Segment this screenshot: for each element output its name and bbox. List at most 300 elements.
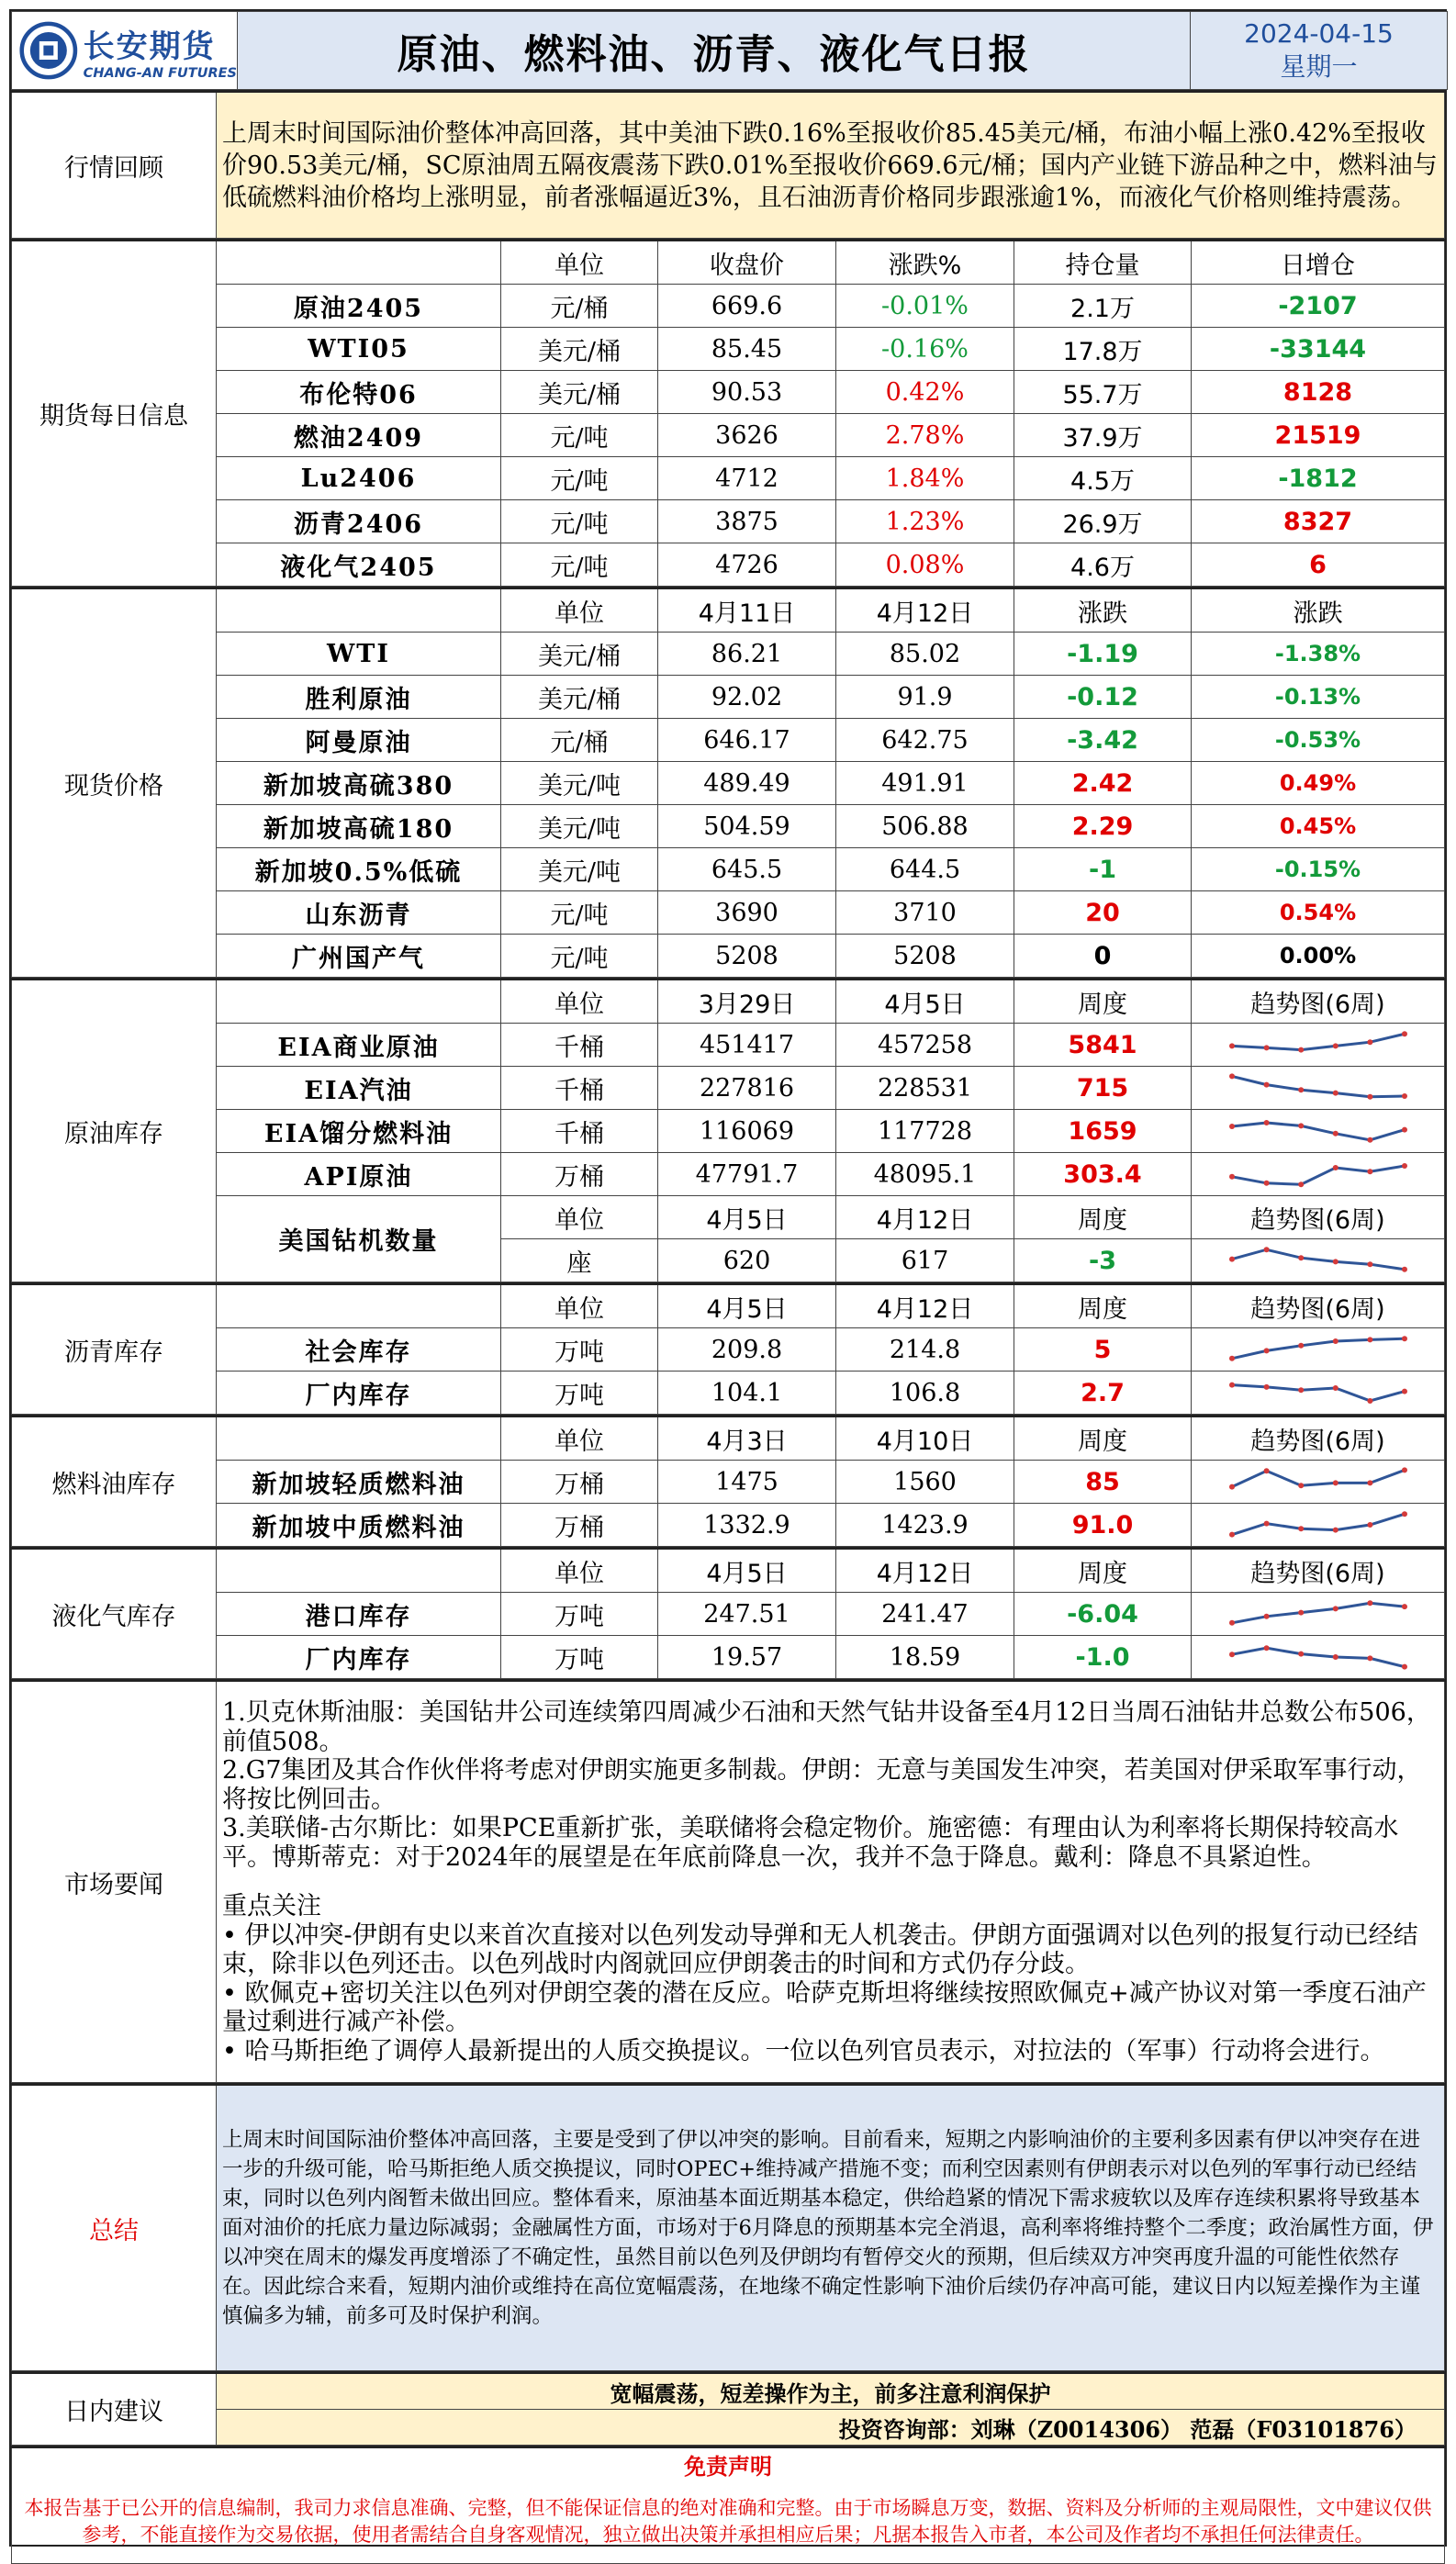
column-header: 4月3日 bbox=[658, 1416, 836, 1461]
unit-cell: 万吨 bbox=[501, 1328, 658, 1372]
change-cell: -1 bbox=[1014, 848, 1192, 891]
sparkline-point bbox=[1263, 1181, 1269, 1186]
column-header: 日增仓 bbox=[1192, 241, 1445, 285]
sparkline-point bbox=[1402, 1467, 1407, 1472]
advice-label: 日内建议 bbox=[12, 2373, 217, 2446]
inventory-row bbox=[12, 1328, 1445, 1372]
inventory-name: API原油 bbox=[217, 1153, 501, 1196]
column-header: 4月5日 bbox=[658, 1284, 836, 1328]
sparkline-line bbox=[1232, 1123, 1405, 1140]
section-label: 燃料油库存 bbox=[12, 1416, 217, 1547]
column-header: 周度 bbox=[1014, 980, 1192, 1024]
sparkline-point bbox=[1367, 1655, 1372, 1661]
news-section bbox=[11, 1679, 1445, 2083]
sparkline-point bbox=[1263, 1120, 1269, 1125]
report-date: 2024-04-15 bbox=[1244, 18, 1394, 49]
weekly-change-cell: 5 bbox=[1014, 1328, 1192, 1372]
sparkline-point bbox=[1229, 1174, 1235, 1180]
unit-cell: 万吨 bbox=[501, 1593, 658, 1636]
product-name: 阿曼原油 bbox=[217, 719, 501, 762]
sparkline-line bbox=[1232, 1514, 1405, 1534]
sparkline-point bbox=[1229, 1073, 1235, 1079]
summary-section bbox=[11, 2083, 1445, 2371]
unit-cell: 元/吨 bbox=[501, 414, 658, 457]
sparkline-point bbox=[1332, 1043, 1338, 1048]
unit-cell: 元/吨 bbox=[501, 891, 658, 935]
lpg-inventory-table bbox=[11, 1547, 1445, 1679]
sparkline-point bbox=[1332, 1131, 1338, 1136]
inventory-header-row bbox=[12, 1416, 1445, 1461]
column-header: 单位 bbox=[501, 241, 658, 285]
open-interest-cell: 17.8万 bbox=[1014, 328, 1192, 371]
sparkline-point bbox=[1229, 1257, 1235, 1262]
sparkline-point bbox=[1298, 1123, 1304, 1128]
column-header: 4月12日 bbox=[836, 1549, 1014, 1593]
column-header: 涨跌% bbox=[836, 241, 1014, 285]
futures-row bbox=[12, 500, 1445, 543]
sparkline-point bbox=[1402, 1511, 1407, 1517]
weekly-change-cell: -6.04 bbox=[1014, 1593, 1192, 1636]
sparkline-point bbox=[1229, 1532, 1235, 1538]
column-header: 趋势图(6周) bbox=[1192, 1284, 1445, 1328]
news-label: 市场要闻 bbox=[12, 1681, 217, 2083]
value-cell: 18.59 bbox=[836, 1636, 1014, 1679]
unit-cell: 美元/吨 bbox=[501, 805, 658, 848]
weekly-change-cell: 1659 bbox=[1014, 1110, 1192, 1153]
value-cell: 620 bbox=[658, 1239, 836, 1282]
price-cell: 91.9 bbox=[836, 676, 1014, 719]
product-name: 胜利原油 bbox=[217, 676, 501, 719]
column-header: 3月29日 bbox=[658, 980, 836, 1024]
weekly-change-cell: 85 bbox=[1014, 1461, 1192, 1504]
close-cell: 669.6 bbox=[658, 285, 836, 328]
value-cell: 451417 bbox=[658, 1024, 836, 1067]
spot-row bbox=[12, 676, 1445, 719]
value-cell: 104.1 bbox=[658, 1372, 836, 1415]
trend-cell bbox=[1192, 1239, 1445, 1282]
spot-row bbox=[12, 805, 1445, 848]
instrument-name: WTI05 bbox=[217, 328, 501, 371]
change-pct-cell: -0.13% bbox=[1192, 676, 1445, 719]
value-cell: 106.8 bbox=[836, 1372, 1014, 1415]
change-pct-cell: -1.38% bbox=[1192, 633, 1445, 676]
change-pct-cell: 2.78% bbox=[836, 414, 1014, 457]
open-interest-cell: 2.1万 bbox=[1014, 285, 1192, 328]
column-header: 4月5日 bbox=[836, 980, 1014, 1024]
value-cell: 19.57 bbox=[658, 1636, 836, 1679]
open-interest-cell: 55.7万 bbox=[1014, 371, 1192, 414]
sparkline-point bbox=[1298, 1387, 1304, 1393]
price-cell: 3710 bbox=[836, 891, 1014, 935]
inventory-row bbox=[12, 1504, 1445, 1547]
trend-sparkline bbox=[1226, 1374, 1410, 1411]
advice-section bbox=[11, 2371, 1445, 2446]
sparkline-point bbox=[1263, 1521, 1269, 1527]
logo-cn: 长安期货 bbox=[83, 28, 216, 65]
report-page bbox=[9, 9, 1447, 2547]
section-label: 原油库存 bbox=[12, 980, 217, 1282]
product-name: 新加坡0.5%低硫 bbox=[217, 848, 501, 891]
inventory-row bbox=[12, 1024, 1445, 1067]
futures-header-row bbox=[12, 241, 1445, 285]
column-header: 4月10日 bbox=[836, 1416, 1014, 1461]
sparkline-line bbox=[1232, 1338, 1405, 1359]
trend-cell bbox=[1192, 1024, 1445, 1067]
sparkline-point bbox=[1298, 1181, 1304, 1187]
close-cell: 4726 bbox=[658, 543, 836, 587]
inventory-name: EIA汽油 bbox=[217, 1067, 501, 1110]
trend-sparkline bbox=[1226, 1596, 1410, 1632]
inventory-row bbox=[12, 1636, 1445, 1679]
oi-change-cell: -1812 bbox=[1192, 457, 1445, 500]
inventory-header-row bbox=[12, 980, 1445, 1024]
sparkline-point bbox=[1229, 1484, 1235, 1490]
open-interest-cell: 4.5万 bbox=[1014, 457, 1192, 500]
sparkline-point bbox=[1402, 1031, 1407, 1036]
trend-sparkline bbox=[1226, 1639, 1410, 1675]
trend-cell bbox=[1192, 1153, 1445, 1196]
sparkline-point bbox=[1229, 1620, 1235, 1626]
sparkline-point bbox=[1229, 1124, 1235, 1129]
price-cell: 645.5 bbox=[658, 848, 836, 891]
price-cell: 86.21 bbox=[658, 633, 836, 676]
summary-text: 上周末时间国际油价整体冲高回落，主要是受到了伊以冲突的影响。目前看来，短期之内影响油价的主要利多因素有伊以冲突存在进一步的升级可能，哈马斯拒绝人质交换提议，同时OPEC+维持减产措施不变；而利空因素则有伊朗表示对以色列的军事行动已经结束，同时以色列内阁暂未做出回应。整体看来，原油基本面近期基本稳定，供给趋紧的情况下需求疲软以及库存连续积累将导致基本面对油价的托底力量边际减弱；金融属性方面，市场对于6月降息的预期基本完全消退，高利率将维持整个二季度；政治属性方面，伊以冲突在周末的爆发再度增添了不确定性，虽然目前以色列及伊朗均有暂停交火的预期，但后续双方冲突再度升温的可能性依然存在。因此综合来看，短期内油价或维持在高位宽幅震荡，在地缘不确定性影响下油价后续仍存冲高可能，建议日内以短差操作为主谨慎偏多为辅，前多可及时保护利润。 bbox=[217, 2085, 1445, 2371]
price-cell: 642.75 bbox=[836, 719, 1014, 762]
sparkline-point bbox=[1229, 1651, 1235, 1657]
sparkline-point bbox=[1402, 1336, 1407, 1341]
futures-row bbox=[12, 457, 1445, 500]
trend-sparkline bbox=[1226, 1069, 1410, 1106]
section-label: 期货每日信息 bbox=[12, 241, 217, 587]
unit-cell: 美元/桶 bbox=[501, 633, 658, 676]
sparkline-line bbox=[1232, 1603, 1405, 1623]
column-header: 持仓量 bbox=[1014, 241, 1192, 285]
sparkline-point bbox=[1367, 1600, 1372, 1606]
unit-cell: 元/桶 bbox=[501, 285, 658, 328]
change-cell: 20 bbox=[1014, 891, 1192, 935]
column-header: 趋势图(6周) bbox=[1192, 980, 1445, 1024]
review-text: 上周末时间国际油价整体冲高回落，其中美油下跌0.16%至报收价85.45美元/桶，布油小幅上涨0.42%至报收价90.53美元/桶，SC原油周五隔夜震荡下跌0.01%至报收价669.6元/桶；国内产业链下游品种之中，燃料油与低硫燃料油价格均上涨明显，前者涨幅逼近3%，且石油沥青价格同步跟涨逾1%，而液化气价格则维持震荡。 bbox=[217, 92, 1445, 239]
sparkline-point bbox=[1402, 1389, 1407, 1394]
price-cell: 85.02 bbox=[836, 633, 1014, 676]
inventory-row bbox=[12, 1067, 1445, 1110]
sparkline-line bbox=[1232, 1076, 1405, 1096]
oi-change-cell: 8128 bbox=[1192, 371, 1445, 414]
product-name: WTI bbox=[217, 633, 501, 676]
sparkline-point bbox=[1263, 1645, 1269, 1651]
sparkline-point bbox=[1332, 1385, 1338, 1391]
futures-row bbox=[12, 371, 1445, 414]
unit-cell: 元/吨 bbox=[501, 500, 658, 543]
logo-en: CHANG-AN FUTURES bbox=[83, 65, 237, 81]
unit-cell: 千桶 bbox=[501, 1067, 658, 1110]
focus-item: • 欧佩克+密切关注以色列对伊朗空袭的潜在反应。哈萨克斯坦将继续按照欧佩克+减产协议对第一季度石油产量过剩进行减产补偿。 bbox=[222, 1978, 1427, 2036]
changan-logo-icon bbox=[19, 18, 78, 83]
unit-cell: 千桶 bbox=[501, 1024, 658, 1067]
sparkline-point bbox=[1402, 1127, 1407, 1133]
sparkline-point bbox=[1229, 1356, 1235, 1361]
column-header: 涨跌 bbox=[1014, 588, 1192, 633]
value-cell: 1475 bbox=[658, 1461, 836, 1504]
column-header: 单位 bbox=[501, 588, 658, 633]
change-cell: -0.12 bbox=[1014, 676, 1192, 719]
inventory-row bbox=[12, 1153, 1445, 1196]
unit-cell: 元/吨 bbox=[501, 457, 658, 500]
unit-cell: 万吨 bbox=[501, 1636, 658, 1679]
trend-cell bbox=[1192, 1504, 1445, 1547]
change-cell: -3.42 bbox=[1014, 719, 1192, 762]
spot-row bbox=[12, 848, 1445, 891]
summary-label: 总结 bbox=[12, 2085, 217, 2371]
column-header: 4月12日 bbox=[836, 1284, 1014, 1328]
weekly-change-cell: 2.7 bbox=[1014, 1372, 1192, 1415]
trend-sparkline bbox=[1226, 1113, 1410, 1149]
spot-row bbox=[12, 891, 1445, 935]
open-interest-cell: 4.6万 bbox=[1014, 543, 1192, 587]
column-header: 单位 bbox=[501, 1416, 658, 1461]
change-pct-cell: -0.53% bbox=[1192, 719, 1445, 762]
column-header: 单位 bbox=[501, 980, 658, 1024]
change-cell: 2.42 bbox=[1014, 762, 1192, 805]
change-pct-cell: -0.01% bbox=[836, 285, 1014, 328]
column-header: 单位 bbox=[501, 1196, 658, 1239]
sparkline-point bbox=[1402, 1093, 1407, 1099]
value-cell: 1560 bbox=[836, 1461, 1014, 1504]
value-cell: 241.47 bbox=[836, 1593, 1014, 1636]
change-pct-cell: 0.08% bbox=[836, 543, 1014, 587]
change-pct-cell: -0.16% bbox=[836, 328, 1014, 371]
trend-cell bbox=[1192, 1593, 1445, 1636]
inventory-name: 港口库存 bbox=[217, 1593, 501, 1636]
trend-sparkline bbox=[1226, 1506, 1410, 1543]
value-cell: 117728 bbox=[836, 1110, 1014, 1153]
column-header: 单位 bbox=[501, 1549, 658, 1593]
sparkline-point bbox=[1367, 1522, 1372, 1528]
sparkline-point bbox=[1332, 1480, 1338, 1485]
column-header: 涨跌 bbox=[1192, 588, 1445, 633]
inventory-name: 社会库存 bbox=[217, 1328, 501, 1372]
spot-table bbox=[11, 587, 1445, 978]
sparkline-point bbox=[1367, 1039, 1372, 1045]
close-cell: 3626 bbox=[658, 414, 836, 457]
sparkline-point bbox=[1367, 1398, 1372, 1404]
value-cell: 247.51 bbox=[658, 1593, 836, 1636]
product-name: 新加坡高硫180 bbox=[217, 805, 501, 848]
header-cell bbox=[217, 1416, 501, 1461]
section-label: 沥青库存 bbox=[12, 1284, 217, 1415]
value-cell: 48095.1 bbox=[836, 1153, 1014, 1196]
unit-cell: 万桶 bbox=[501, 1504, 658, 1547]
sparkline-point bbox=[1332, 1528, 1338, 1533]
header-cell bbox=[217, 980, 501, 1024]
column-header: 周度 bbox=[1014, 1196, 1192, 1239]
sparkline-line bbox=[1232, 1385, 1405, 1401]
unit-cell: 美元/桶 bbox=[501, 676, 658, 719]
sparkline-point bbox=[1298, 1343, 1304, 1349]
column-header: 趋势图(6周) bbox=[1192, 1549, 1445, 1593]
futures-row bbox=[12, 285, 1445, 328]
unit-cell: 千桶 bbox=[501, 1110, 658, 1153]
header-cell bbox=[217, 241, 501, 285]
value-cell: 47791.7 bbox=[658, 1153, 836, 1196]
price-cell: 5208 bbox=[836, 935, 1014, 978]
value-cell: 214.8 bbox=[836, 1328, 1014, 1372]
column-header: 周度 bbox=[1014, 1549, 1192, 1593]
price-cell: 489.49 bbox=[658, 762, 836, 805]
rig-header-row bbox=[12, 1196, 1445, 1239]
price-cell: 644.5 bbox=[836, 848, 1014, 891]
weekly-change-cell: 303.4 bbox=[1014, 1153, 1192, 1196]
product-name: 广州国产气 bbox=[217, 935, 501, 978]
price-cell: 491.91 bbox=[836, 762, 1014, 805]
inventory-name: 新加坡轻质燃料油 bbox=[217, 1461, 501, 1504]
change-cell: 2.29 bbox=[1014, 805, 1192, 848]
change-pct-cell: 1.84% bbox=[836, 457, 1014, 500]
value-cell: 457258 bbox=[836, 1024, 1014, 1067]
trend-cell bbox=[1192, 1461, 1445, 1504]
sparkline-line bbox=[1232, 1034, 1405, 1049]
column-header: 趋势图(6周) bbox=[1192, 1196, 1445, 1239]
sparkline-point bbox=[1367, 1094, 1372, 1100]
unit-cell: 元/吨 bbox=[501, 935, 658, 978]
sparkline-point bbox=[1263, 1082, 1269, 1088]
close-cell: 90.53 bbox=[658, 371, 836, 414]
weekly-change-cell: -3 bbox=[1014, 1239, 1192, 1282]
sparkline-point bbox=[1367, 1337, 1372, 1342]
oi-change-cell: -2107 bbox=[1192, 285, 1445, 328]
product-name: 山东沥青 bbox=[217, 891, 501, 935]
change-pct-cell: 0.49% bbox=[1192, 762, 1445, 805]
spot-row bbox=[12, 762, 1445, 805]
inventory-row bbox=[12, 1110, 1445, 1153]
inventory-name: 新加坡中质燃料油 bbox=[217, 1504, 501, 1547]
sparkline-point bbox=[1298, 1047, 1304, 1053]
disclaimer-text: 本报告基于已公开的信息编制，我司力求信息准确、完整，但不能保证信息的绝对准确和完整。由于市场瞬息万变，数据、资料及分析师的主观局限性，文中建议仅供参考，不能直接作为交易依据，使用者需结合自身客观情况，独立做出决策并承担相应后果；凡据本报告入市者，本公司及作者均不承担任何法律责任。 bbox=[12, 2480, 1445, 2564]
spot-row bbox=[12, 935, 1445, 978]
change-pct-cell: 0.54% bbox=[1192, 891, 1445, 935]
spot-row bbox=[12, 719, 1445, 762]
section-label: 液化气库存 bbox=[12, 1549, 217, 1679]
product-name: 新加坡高硫380 bbox=[217, 762, 501, 805]
header-cell bbox=[217, 1549, 501, 1593]
trend-sparkline bbox=[1226, 1026, 1410, 1063]
crude-inventory-table bbox=[11, 978, 1445, 1282]
column-header: 趋势图(6周) bbox=[1192, 1416, 1445, 1461]
sparkline-point bbox=[1402, 1163, 1407, 1169]
change-pct-cell: 0.00% bbox=[1192, 935, 1445, 978]
instrument-name: 液化气2405 bbox=[217, 543, 501, 587]
trend-cell bbox=[1192, 1636, 1445, 1679]
inventory-row bbox=[12, 1372, 1445, 1415]
close-cell: 4712 bbox=[658, 457, 836, 500]
sparkline-point bbox=[1367, 1480, 1372, 1485]
sparkline-point bbox=[1263, 1045, 1269, 1050]
sparkline-point bbox=[1263, 1468, 1269, 1473]
report-title: 原油、燃料油、沥青、液化气日报 bbox=[238, 12, 1191, 90]
sparkline-point bbox=[1367, 1169, 1372, 1174]
instrument-name: 燃油2409 bbox=[217, 414, 501, 457]
instrument-name: 沥青2406 bbox=[217, 500, 501, 543]
value-cell: 116069 bbox=[658, 1110, 836, 1153]
sparkline-point bbox=[1263, 1247, 1269, 1252]
sparkline-point bbox=[1229, 1043, 1235, 1048]
news-item: 1.贝克休斯油服：美国钻井公司连续第四周减少石油和天然气钻井设备至4月12日当周石油钻井总数公布506，前值508。 bbox=[222, 1698, 1431, 1756]
sparkline-point bbox=[1332, 1165, 1338, 1170]
column-header: 4月12日 bbox=[836, 1196, 1014, 1239]
column-header: 4月5日 bbox=[658, 1196, 836, 1239]
inventory-name: 厂内库存 bbox=[217, 1372, 501, 1415]
trend-cell bbox=[1192, 1328, 1445, 1372]
trend-cell bbox=[1192, 1110, 1445, 1153]
futures-row bbox=[12, 328, 1445, 371]
change-pct-cell: 0.42% bbox=[836, 371, 1014, 414]
asphalt-inventory-table bbox=[11, 1282, 1445, 1415]
trend-cell bbox=[1192, 1067, 1445, 1110]
weekly-change-cell: 91.0 bbox=[1014, 1504, 1192, 1547]
inventory-name: EIA馏分燃料油 bbox=[217, 1110, 501, 1153]
sparkline-point bbox=[1332, 1338, 1338, 1344]
futures-table bbox=[11, 239, 1445, 587]
unit-cell: 万桶 bbox=[501, 1153, 658, 1196]
change-pct-cell: 0.45% bbox=[1192, 805, 1445, 848]
section-label: 现货价格 bbox=[12, 588, 217, 978]
price-cell: 92.02 bbox=[658, 676, 836, 719]
inventory-header-row bbox=[12, 1284, 1445, 1328]
value-cell: 617 bbox=[836, 1239, 1014, 1282]
change-cell: 0 bbox=[1014, 935, 1192, 978]
open-interest-cell: 37.9万 bbox=[1014, 414, 1192, 457]
unit-cell: 元/吨 bbox=[501, 543, 658, 587]
sparkline-line bbox=[1232, 1249, 1405, 1270]
close-cell: 85.45 bbox=[658, 328, 836, 371]
instrument-name: 原油2405 bbox=[217, 285, 501, 328]
change-pct-cell: -0.15% bbox=[1192, 848, 1445, 891]
price-cell: 646.17 bbox=[658, 719, 836, 762]
news-item: 3.美联储-古尔斯比：如果PCE重新扩张，美联储将会稳定物价。施密德：有理由认为利率将长期保持较高水平。博斯蒂克：对于2024年的展望是在年底前降息一次，我并不急于降息。戴利：降息不具紧迫性。 bbox=[222, 1814, 1399, 1872]
unit-cell: 元/桶 bbox=[501, 719, 658, 762]
sparkline-point bbox=[1263, 1614, 1269, 1619]
sparkline-point bbox=[1332, 1606, 1338, 1611]
focus-title: 重点关注 bbox=[222, 1892, 321, 1920]
disclaimer-section bbox=[11, 2446, 1445, 2564]
sparkline-point bbox=[1298, 1610, 1304, 1616]
column-header: 4月12日 bbox=[836, 588, 1014, 633]
unit-cell: 座 bbox=[501, 1239, 658, 1282]
column-header: 4月5日 bbox=[658, 1549, 836, 1593]
unit-cell: 美元/吨 bbox=[501, 848, 658, 891]
inventory-row bbox=[12, 1461, 1445, 1504]
sparkline-line bbox=[1232, 1470, 1405, 1486]
report-date-cell bbox=[1191, 12, 1448, 90]
futures-row bbox=[12, 543, 1445, 587]
sparkline-point bbox=[1263, 1384, 1269, 1390]
oi-change-cell: 21519 bbox=[1192, 414, 1445, 457]
value-cell: 209.8 bbox=[658, 1328, 836, 1372]
inventory-name: 厂内库存 bbox=[217, 1636, 501, 1679]
oi-change-cell: 8327 bbox=[1192, 500, 1445, 543]
price-cell: 506.88 bbox=[836, 805, 1014, 848]
value-cell: 228531 bbox=[836, 1067, 1014, 1110]
price-cell: 504.59 bbox=[658, 805, 836, 848]
sparkline-point bbox=[1229, 1383, 1235, 1388]
value-cell: 1332.9 bbox=[658, 1504, 836, 1547]
open-interest-cell: 26.9万 bbox=[1014, 500, 1192, 543]
sparkline-point bbox=[1402, 1664, 1407, 1670]
sparkline-point bbox=[1298, 1255, 1304, 1260]
sparkline-point bbox=[1402, 1267, 1407, 1272]
sparkline-point bbox=[1263, 1348, 1269, 1353]
column-header: 4月11日 bbox=[658, 588, 836, 633]
